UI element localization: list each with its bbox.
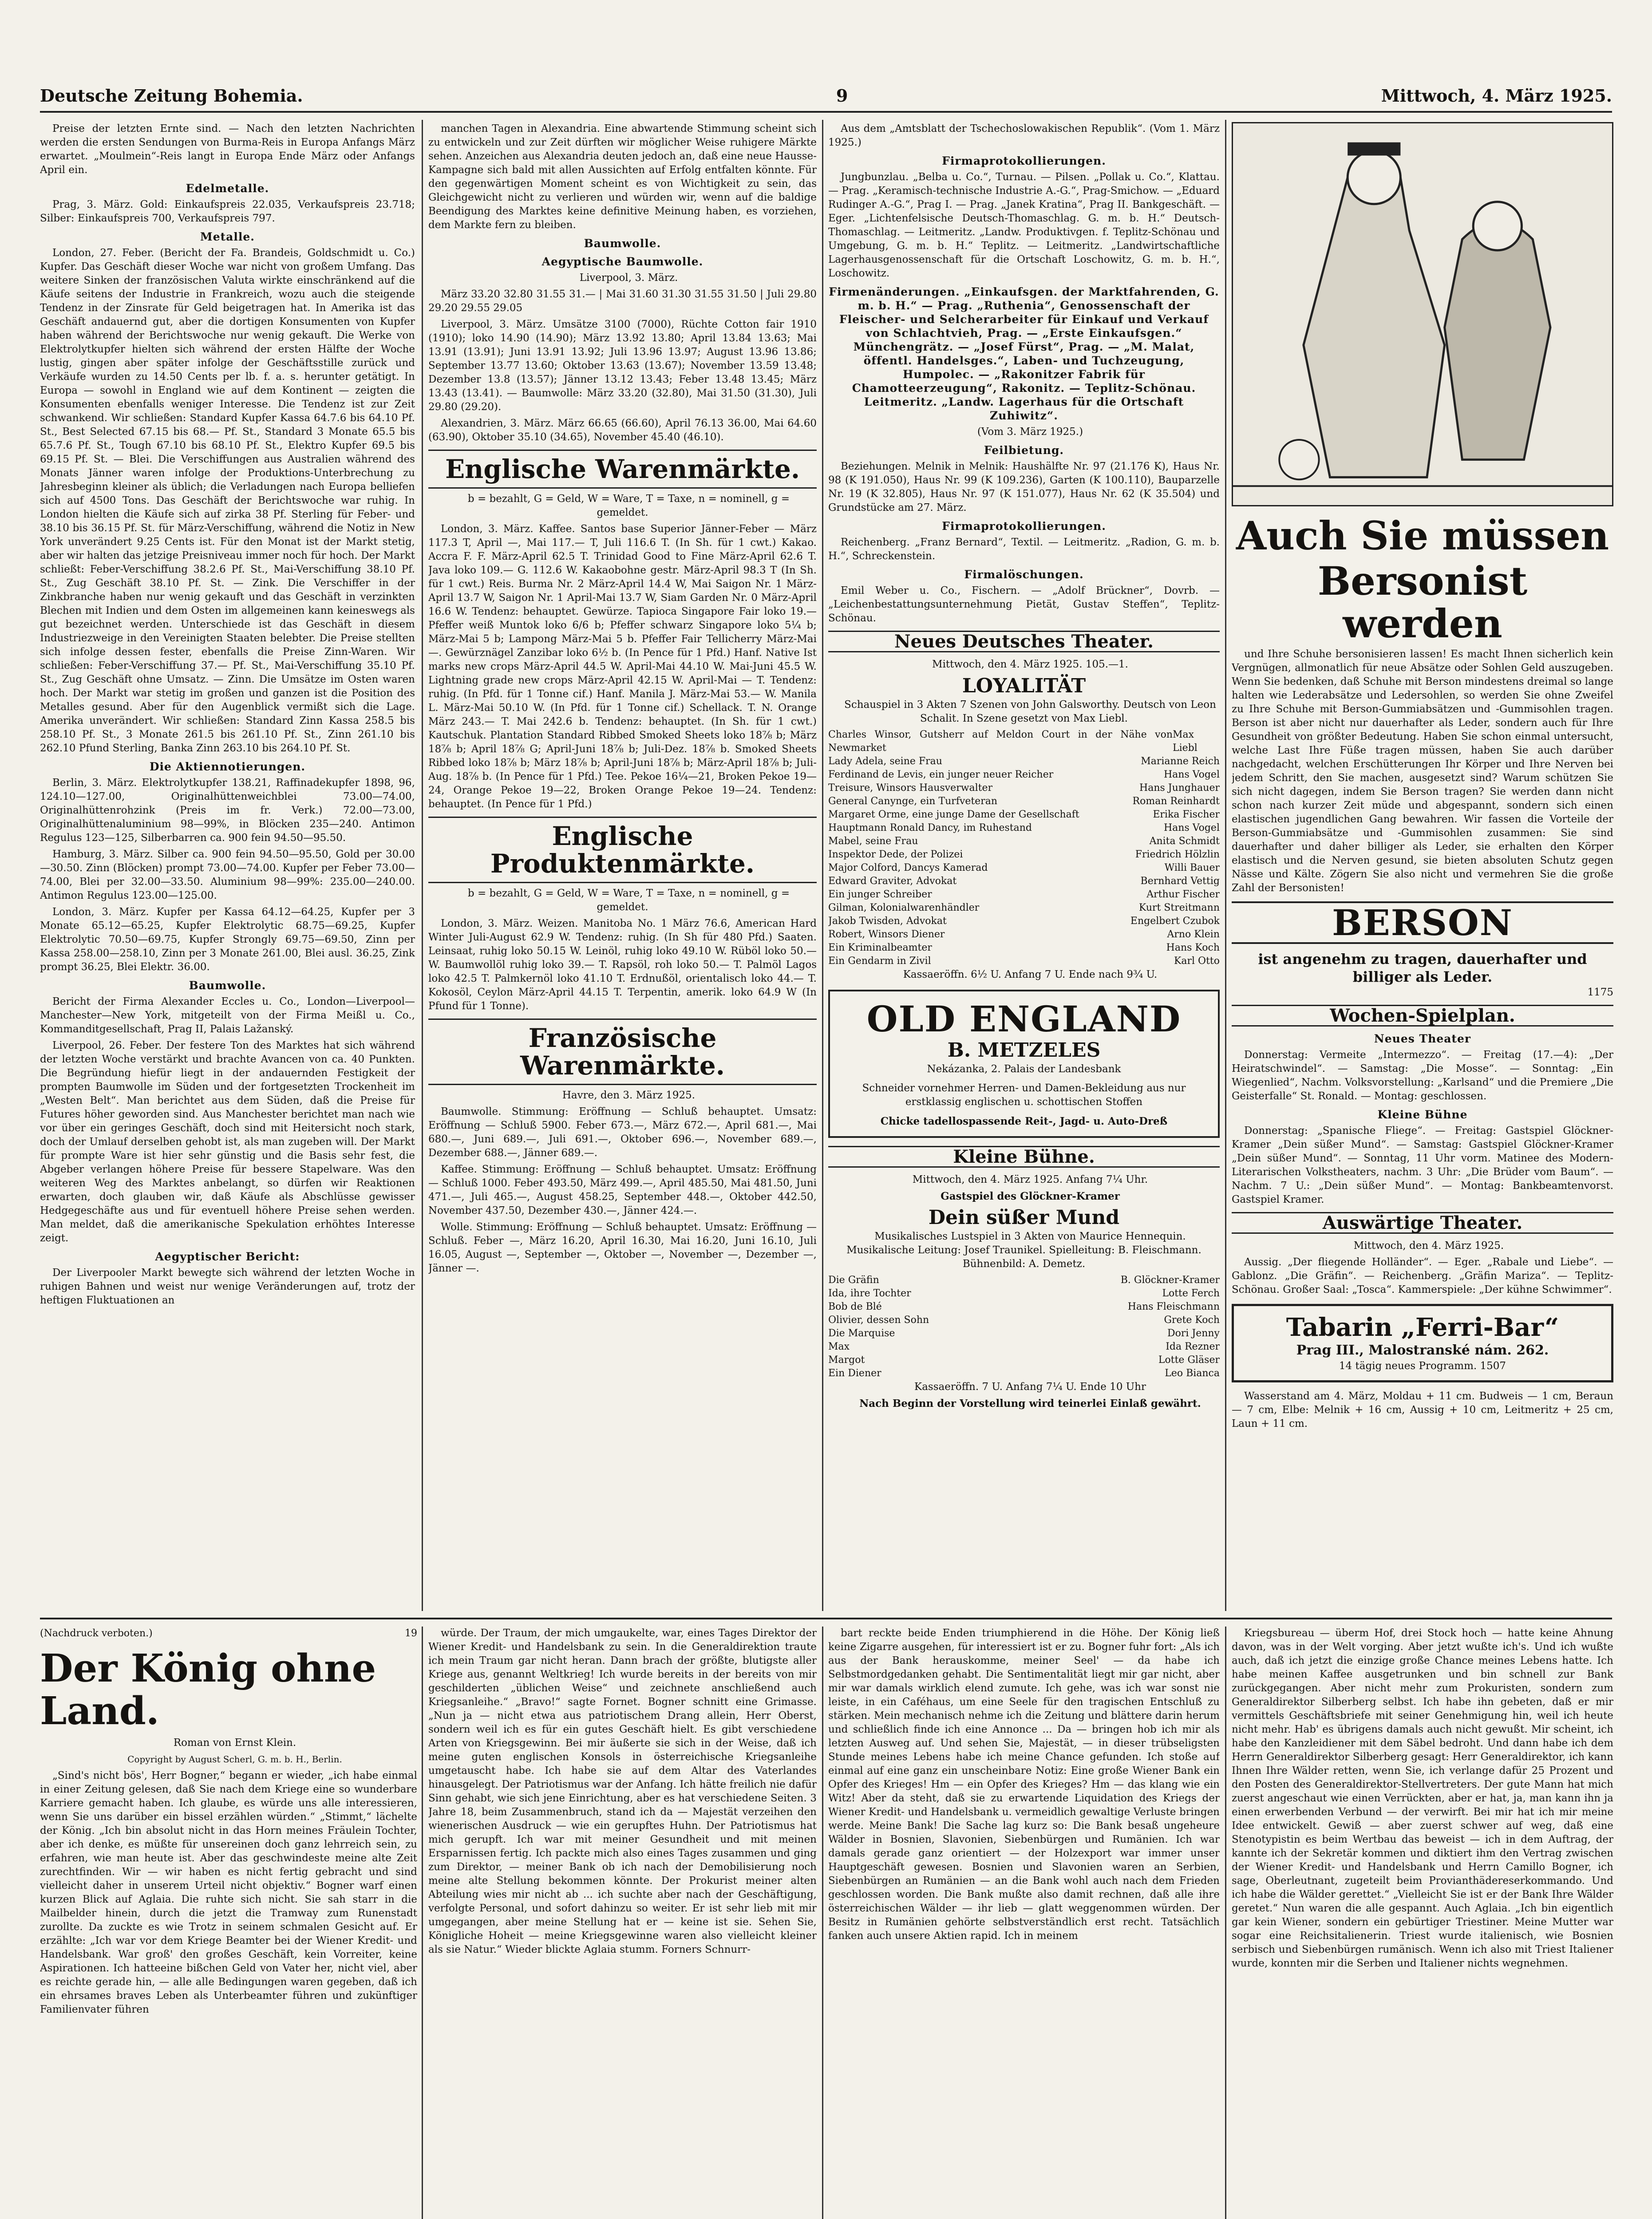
cast-actor: B. Glöckner-Kramer: [1120, 1275, 1220, 1286]
cast-actor: Marianne Reich: [1141, 756, 1220, 767]
firm-registrations-2: Reichenberg. „Franz Bernard“, Textil. — Leitmeritz. „Radion, G. m. b. H.“, Schreckenstein.: [828, 537, 1220, 562]
cast-row: [828, 821, 1220, 835]
cast-role: Olivier, dessen Sohn: [828, 1315, 929, 1326]
precious-metals-text: Prag, 3. März. Gold: Einkaufspreis 22.035, Verkaufspreis 23.718; Silber: Einkaufspreis 700, Verkaufspreis 797.: [40, 199, 415, 224]
cast-row: [828, 888, 1220, 901]
cast-role: General Canynge, ein Turfveteran: [828, 796, 998, 807]
cast-role: Charles Winsor, Gutsherr auf Meldon Court in der Nähe von Newmarket: [828, 729, 1173, 754]
new-theater-schedule: Donnerstag: Vermeite „Intermezzo“. — Freitag (17.—4): „Der Heiratschwindel“. — Samstag: „Die Mosse“. — Sonntag: „Ein Wiegenlied“, Nachm. Volksvorstellung: „Karlsand“ und die Premiere „Die Geisterfalle“ St. Ronald. — Montag: geschlossen.: [1232, 1049, 1613, 1102]
ad-body: Schneider vornehmer Herren- und Damen-Bekleidung aus nur erstklassig englischen u. schottischen Stoffen: [862, 1082, 1186, 1108]
novel-column-2: [428, 1627, 817, 2219]
column-markets-2: [428, 122, 817, 1613]
guest-performance: Gastspiel des Glöckner-Kramer: [941, 1190, 1120, 1202]
play-subtitle: Schauspiel in 3 Akten 7 Szenen von John Galsworthy. Deutsch von Leon Schalit. In Szene gesetzt von Max Liebl.: [844, 699, 1216, 724]
column-markets-1: [40, 122, 415, 1613]
tabarin-title: Tabarin „Ferri-Bar“: [1286, 1313, 1559, 1342]
new-theater-heading: Neues Theater: [1374, 1032, 1471, 1045]
cast-actor: Lotte Ferch: [1162, 1288, 1220, 1299]
french-cotton: Baumwolle. Stimmung: Eröffnung — Schluß behauptet. Umsatz: Eröffnung — Schluß 5900. Feber 673.—, März 672.—, April 681.—, Mai 680.—, Juni 689.—, Juli 691.—, Oktober 696.—, November 689.—, Dezember 688.—, Jänner 689.—.: [428, 1106, 817, 1159]
cast-row: [828, 782, 1220, 795]
cast-row: [828, 835, 1220, 848]
english-goods-text: London, 3. März. Kaffee. Santos base Superior Jänner-Feber — März 117.3 T, April —, Mai 117.— T, Juli 116.6 T. (In Sh. für 1 cwt.) Kakao. Accra F. F. März-April 62.5 T. Trinidad Good to Fine März-April 62.6 T. Java loko 109.— G. 112.6 W. Kakaobohne gestr. März-April 98.3 T (In Sh. für 1 cwt.) Reis. Burma Nr. 2 März-April 14.4 W, Mai Saigon Nr. 1 März-April 13.7 W, Saigon Nr. 1 April-Mai 13.7 W, Siam Garden Nr. 0 März-April 16.6 W. Tendenz: behauptet. Gewürze. Tapioca Singapore Fair loko 19.— Pfeffer weiß Muntok loko 6/6 b; Pfeffer schwarz Singapore loko 5¼ b; März-Mai 5 b; Lampong März-Mai 5 b. Pfeffer Fair Tellicherry März-Mai —. Gewürznägel Zanzibar loko 6½ b. (In Pence für 1 Pfd.) Hanf. Native Ist marks new crops März-April 44.5 W. April-Mai 44.10 W. Mai-Juni 45.5 W. Lightning grade new crops März-April 42.15 W. April-Mai — T. Tendenz: ruhig. (In Pfd. für 1 Tonne cif.) Hanf. Manila J. März-Mai 53.— W. Manila L. März-Mai 50.10 W. (In Pfd. für 1 Tonne cif.) Schellack. T. N. Orange März 243.— T. Mai 242.6 b. Tendenz: behauptet. (In Sh. für 1 cwt.) Kautschuk. Plantation Standard Ribbed Smoked Sheets loko 18⅞ b; März 18⅞ b; April 18⅞ G; April-Juni 18⅞ b; Juli-Dez. 18⅞ b. Smoked Sheets Ribbed loko 18⅞ b; März 18⅞ b; April-Juni 18⅞ b; März-April 18⅞ b; Juli-Aug. 18⅞ b. (In Pence für 1 Pfd.) Tee. Pekoe 16¼—21, Broken Pekoe 19—24, Orange Pekoe 19—22, Broken Orange Pekoe 19—24. Tendenz: behauptet. (In Pence für 1 Pfd.): [428, 523, 817, 810]
cast-actor: Grete Koch: [1164, 1315, 1220, 1326]
liverpool-dateline: Liverpool, 3. März.: [579, 272, 678, 284]
header-rule: [40, 111, 1612, 113]
cast-row: [828, 728, 1220, 755]
small-stage-cast: [828, 1274, 1220, 1380]
cast-role: Lady Adela, seine Frau: [828, 756, 942, 767]
cotton-heading: Baumwolle.: [189, 979, 266, 992]
cotton-source: Bericht der Firma Alexander Eccles u. Co., London—Liverpool—Manchester—New York, mitgeteilt von der Firma Meißl u. Co., Kommanditgesellschaft, Prag II, Palais Lažanský.: [40, 996, 415, 1035]
metals-heading: Metalle.: [200, 230, 255, 243]
section-rule: [40, 1618, 1612, 1619]
tabarin-ad: [1232, 1304, 1613, 1382]
cast-role: Major Colford, Dancys Kamerad: [828, 862, 988, 873]
cast-actor: Leo Bianca: [1165, 1368, 1220, 1379]
cast-row: [828, 848, 1220, 861]
egypt-report-cont: manchen Tagen in Alexandria. Eine abwartende Stimmung scheint sich zu entwickeln und zur Zeit dürften wir möglicher Weise ruhigere Märkte sehen. Anzeichen aus Alexandria deuten jedoch an, daß eine neue Hausse-Kampagne sich bald mit allen Aussichten auf Erfolg entfalten könnte. Für den gegenwärtigen Moment scheint es von Wichtigkeit zu sein, das Gleichgewicht nicht zu verlieren und würden wir, wenn auf die baldige Beendigung des Marktes keine definitive Meinung haben, es vorziehen, dem Markte fern zu bleiben.: [428, 123, 817, 231]
novel-header: [40, 1627, 417, 1640]
cotton-notes: Liverpool, 3. März. Umsätze 3100 (7000), Rüchte Cotton fair 1910 (1910); loko 14.90 (14.90); März 13.92 13.80; April 13.84 13.63; Mai 13.91 (13.91); Juni 13.91 13.92; Juli 13.96 13.97; August 13.96 13.86; September 13.77 13.60; Oktober 13.63 (13.67); November 13.59 13.48; Dezember 13.8 (13.57); Jänner 13.12 13.43; Feber 13.48 13.45; März 13.43 (13.41). — Baumwolle: März 33.20 (32.80), Mai 31.50 (31.30), Juli 29.80 (29.20).: [428, 319, 817, 413]
cast-actor: Arno Klein: [1167, 929, 1220, 940]
old-england-ad: [828, 990, 1220, 1138]
page-number: 9: [836, 86, 848, 106]
cast-actor: Bernhard Vettig: [1140, 876, 1220, 887]
cast-actor: Anita Schmidt: [1149, 836, 1220, 847]
rice-report: Preise der letzten Ernte sind. — Nach den letzten Nachrichten werden die ersten Sendungen von Burma-Reis in Europa Anfangs März erwartet. „Moulmein“-Reis langt in Europa Ende März oder Anfangs April ein.: [40, 123, 415, 176]
column-rule: [422, 120, 423, 1611]
firm-deletions: Emil Weber u. Co., Fischern. — „Adolf Brückner“, Dovrb. — „Leichenbestattungsunternehmung Pietät, Gustav Steffen“, Teplitz-Schönau.: [828, 585, 1220, 624]
alexandria-quotes: Alexandrien, 3. März. März 66.65 (66.60), April 76.13 36.00, Mai 64.60 (63.90), Oktober 35.10 (34.65), November 45.40 (46.10).: [428, 418, 817, 443]
play-title: LOYALITÄT: [962, 675, 1086, 697]
cast-role: Mabel, seine Frau: [828, 836, 918, 847]
cartoon-drawing-icon: [1233, 123, 1612, 505]
cast-row: [828, 901, 1220, 915]
column-rule: [1225, 120, 1226, 1611]
advert-illustration: [1232, 122, 1613, 506]
external-theater-date: Mittwoch, den 4. März 1925.: [1353, 1240, 1504, 1252]
column-rule: [822, 1627, 823, 2219]
cast-row: [828, 1287, 1220, 1300]
cast-role: Hauptmann Ronald Dancy, im Ruhestand: [828, 822, 1032, 833]
cast-row: [828, 861, 1220, 875]
novel-column-1: [40, 1627, 417, 2219]
cast-row: [828, 768, 1220, 782]
egypt-cotton-heading: Aegyptische Baumwolle.: [541, 255, 703, 268]
small-stage-schedule: Donnerstag: „Spanische Fliege“. — Freitag: Gastspiel Glöckner-Kramer „Dein süßer Mund“. — Samstag: Gastspiel Glöckner-Kramer „Dein süßer Mund“. — Sonntag, 11 Uhr vorm. Matinee des Modern-Literarischen Volkstheaters, nachm. 3 Uhr: „Die Brüder vom Baum“. — Nachm. 7 U.: „Dein süßer Mund“. — Montag: Bankbeamtenvorst. Gastspiel Kramer.: [1232, 1125, 1613, 1205]
cast-role: Inspektor Dede, der Polizei: [828, 849, 963, 860]
cast-role: Ein junger Schreiber: [828, 889, 932, 900]
ad-footer: Chicke tadellospassende Reit-, Jagd- u. Auto-Dreß: [880, 1115, 1168, 1127]
small-stage-date: Mittwoch, den 4. März 1925. Anfang 7¼ Uhr.: [912, 1174, 1148, 1185]
novel-subtitle: Roman von Ernst Klein.: [173, 1737, 296, 1749]
cotton-heading-2: Baumwolle.: [584, 237, 661, 250]
cast-role: Gilman, Kolonialwarenhändler: [828, 902, 980, 913]
cast-row: [828, 1300, 1220, 1314]
cast-row: [828, 1340, 1220, 1354]
ad-tailor-name: B. METZELES: [947, 1039, 1101, 1062]
cast-actor: Friedrich Hölzlin: [1135, 849, 1220, 860]
berson-slogan: ist angenehm zu tragen, dauerhafter und billiger als Leder.: [1258, 951, 1587, 985]
metals-text: London, 27. Feber. (Bericht der Fa. Brandeis, Goldschmidt u. Co.) Kupfer. Das Geschäft dieser Woche war nicht von großem Umfang. Das weitere Sinken der französischen Valuta wirkte einschränkend auf die Käufe seitens der Industrie in Frankreich, wozu auch die steigende Tendenz in der Zinsrate für Geld beigetragen hat. In Amerika ist das Geschäft andauernd gut, aber die dortigen Konsumenten von Kupfer haben während der Berichtswoche nur wenig gekauft. Die Werke von Elektrolytkupfer hielten sich während der ersten Hälfte der Woche lustig, gingen aber später infolge der Geschäftsstille zurück und Verkäufe wurden zu 14.50 Cents per lb. f. a. s. herunter getätigt. In Europa — sowohl in England wie auf dem Kontinent — zeigten die Konsumenten ebenfalls weniger Interesse. Die Tendenz ist zur Zeit schwankend. Wir schließen: Standard Kupfer Kassa 64.7.6 bis 64.10 Pf. St., Best Selected 67.15 bis 68.— Pf. St., Standard 3 Monate 65.5 bis 65.7.6 Pf. St., Tough 67.10 bis 68.10 Pf. St., Elektro Kupfer 69.5 bis 69.15 Pf. St. — Blei. Die Verschiffungen aus Australien während des Monats Jänner waren infolge der Produktions-Unterbrechung zu Jahresbeginn kleiner als üblich; die Verladungen nach Europa belliefen sich auf 4500 Tons. Das Geschäft der Berichtswoche war ruhig. In London hielten die Käufe sich auf zirka 38 Pf. Sterling für Feber- und 38.10 bis 36.15 Pf. St. für März-Verschiffung, während die Notiz in New York unverändert 9.25 Cents ist. Für den Monat ist der Markt stetig, aber wir halten das jetzige Preisniveau immer noch für hoch. Der Markt schließt: Feber-Verschiffung 38.2.6 Pf. St., Mai-Verschiffung 38.10 Pf. St., Zug Geschäft 38.10 Pf. St. — Zink. Die Verschiffer in der Zinkbranche haben nur wenig gekauft und das Geschäft in verzinkten Blechen mit Indien und dem Osten im allgemeinen kann keineswegs als gut bezeichnet werden. Unterschiede ist das Geschäft in diesem Industriezweige in den Vereinigten Staaten belebter. Die Preise stellten sich infolge dessen fester, ebenfalls die Preise Zinn-Waren. Wir schließen: Feber-Verschiffung 37.— Pf. St., Mai-Verschiffung 35.10 Pf. St., Zug Geschäft ohne Umsatz. — Zinn. Die Umsätze im Osten waren hoch. Der Markt war stetig im großen und ganzen ist die Position des Metalles gesund. Aber für den Augenblick vermißt sich die Lage. Amerika unverändert. Wir schließen: Standard Zinn Kassa 258.5 bis 258.10 Pf. St., 3 Monate 261.5 bis 261.10 Pf. St., Zinn 261.10 bis 262.10 Pfund Sterling, Banka Zinn 263.10 bis 264.10 Pf. St.: [40, 247, 415, 754]
firm-changes-heading: Firmenänderungen. „Einkaufsgen. der Marktfahrenden, G. m. b. H.“ — Prag. „Ruthenia“, Genossenschaft der Fleischer- und Selcherarbeiter für Einkauf und Verkauf von Schlachtvieh, Prag. — „Erste Einkaufsgen.“ Münchengrätz. — „Josef Fürst“, Prag. — „M. Malat, öffentl. Handelsges.“, Laben- und Tuchzeugung, Humpolec. — „Rakonitzer Fabrik für Chamotteerzeugung“, Rakonitz. — Teplitz-Schönau. Leitmeritz. „Landw. Lagerhaus für die Ortschaft Zuhiwitz“.: [829, 285, 1219, 422]
header-date: Mittwoch, 4. März 1925.: [1381, 86, 1612, 106]
cast-actor: Hans Vogel: [1163, 822, 1220, 833]
admission-note: Nach Beginn der Vorstellung wird teinerlei Einlaß gewährt.: [859, 1398, 1201, 1410]
berlin-quotes: Berlin, 3. März. Elektrolytkupfer 138.21, Raffinadekupfer 1898, 96, 124.10—127.00, Originalhüttenweichblei 73.00—74.00, Originalhüttenrohzink (Preis im fr. Verk.) 72.00—73.00, Originalhüttenaluminium 98—99%, in Blöcken 235—240. Antimon Regulus 123—125, Silberbarren ca. 900 fein 94.50—95.50.: [40, 777, 415, 844]
water-level: Wasserstand am 4. März, Moldau + 11 cm. Budweis — 1 cm, Beraun — 7 cm, Elbe: Melnik + 16 cm, Aussig + 10 cm, Leitmeritz + 25 cm, Laun + 11 cm.: [1232, 1390, 1613, 1429]
berson-ad-text: und Ihre Schuhe bersonisieren lassen! Es macht Ihnen sicherlich kein Vergnügen, allmonatlich für neue Absätze oder Sohlen Geld auszugeben. Wenn Sie bedenken, daß Schuhe mit Berson mindestens dreimal so lange halten wie Lederabsätze und Ledersohlen, so werden Sie ohne Zweifel zu Ihre Schuhe mit Berson-Gummiabsätzen und -Gummisohlen tragen. Berson ist aber nicht nur dauerhafter als Leder, sondern auch für Ihre Gesundheit von größter Bedeutung. Haben Sie schon einmal untersucht, welche Last Ihre Füße tragen müssen, haben Sie auch darüber nachgedacht, welchen Erschütterungen Ihr Körper und Ihre Nerven bei jedem Schritt, den Sie machen, ausgesetzt sind? Warum schützen Sie sich nicht dagegen, indem Sie Berson tragen? Sie werden dann nicht schon nach kurzer Zeit müde und abgespannt, sondern sich einen elastischen jugendlichen Gang bewahren. Wir fassen die Vorteile der Berson-Gummiabsätze und -Gummisohlen zusammen: Sie sind dauerhafter und daher billiger als Leder, sie erhalten den Körper elastisch und die Nerven gesund, sie bieten absoluten Schutz gegen Nässe und Kälte. Zögern Sie also nicht und vermehren Sie die große Zahl der Bersonisten!: [1232, 648, 1613, 894]
cast-actor: Willi Bauer: [1164, 862, 1220, 873]
cast-actor: Hans Fleischmann: [1127, 1301, 1220, 1312]
cast-row: [828, 928, 1220, 941]
liverpool-report: Liverpool, 26. Feber. Der festere Ton des Marktes hat sich während der letzten Woche verstärkt und brachte Avancen von ca. 40 Punkten. Die Begründung hiefür liegt in der andauernden Festigkeit der prompten Baumwolle im Süden und der fortgesetzten Trockenheit im „Westen Belt“. Man berichtet aus dem Süden, daß die Preise für Futures höher geworden sind. Aus Manchester berichtet man nach wie vor über ein geringes Geschäft, doch sind mit Heitersicht noch stark, doch der Umlauf derselben gehobt ist, als man zugeben will. Der Markt für prompte Ware ist hier sehr günstig und die Basis sehr fest, die Abgeber verlangen höhere Preise für bessere Stapelware. Was den weiteren Weg des Marktes anbelangt, so dürfen wir Reaktionen erwarten, doch glauben wir, daß Käufe als Abschlüsse gewisser Hedgegeschäfte aus und für eventuell höhere Preise sehen werden. Man meldet, daß die amerikanische Spekulation erhöhtes Interesse zeigt.: [40, 1040, 415, 1244]
auction-heading: Feilbietung.: [984, 444, 1064, 457]
cast-actor: Ida Rezner: [1166, 1341, 1220, 1352]
french-wool: Wolle. Stimmung: Eröffnung — Schluß behauptet. Umsatz: Eröffnung — Schluß. Feber —, März 16.20, April 16.30, Mai 16.20, Juni 16.10, Juli 16.05, August —, September —, Oktober —, November —, Dezember —, Jänner —.: [428, 1221, 817, 1274]
cast-role: Treisure, Winsors Hausverwalter: [828, 782, 993, 794]
precious-metals-heading: Edelmetalle.: [186, 182, 269, 195]
cast-actor: Hans Koch: [1166, 942, 1220, 953]
berson-headline-2: Bersonist werden: [1317, 558, 1528, 647]
cast-role: Ein Kriminalbeamter: [828, 942, 932, 953]
ad-address: Nekázanka, 2. Palais der Landesbank: [927, 1063, 1121, 1075]
gazette-line: Aus dem „Amtsblatt der Tschechoslowakischen Republik“. (Vom 1. März 1925.): [828, 123, 1220, 148]
novel-text-1: „Sind's nicht bös', Herr Bogner,“ begann er wieder, „ich habe einmal in einer Zeitung gelesen, daß Sie nach dem Kriege eine so wunderbare Karriere gemacht haben. Ich glaube, es würde uns alle interessieren, wenn Sie uns darüber ein bissel erzählen würden.“ „Stimmt,“ lächelte der König. „Ich bin absolut nicht in das Horn meines Fräulein Tochter, aber ich denke, es müßte für unsereinen doch ganz lehrreich sein, zu erfahren, wie man heute ist. Aber das geschwindeste meine alte Zeit zurechtfinden. Wir — wir haben es nicht fertig gebracht und sind vielleicht daher in unserem Urteil nicht objektiv.“ Bogner warf einen kurzen Blick auf Aglaia. Die ruhte sich nicht. Sie sah starr in die Mailbelder hinein, durch die jetzt die Tramway zum Runenstadt zurollte. Da zuckte es wie Trotz in seinem schmalen Gesicht auf. Er erzählte: „Ich war vor dem Kriege Beamter bei der Wiener Kredit- und Handelsbank. War groß' den großes Geschäft, kein Vorreiter, keine Aspirationen. Ich hatteeine bißchen Geld von Vater her, nicht viel, aber es reichte gerade hin, — alle alle Bedingungen waren gegeben, daß ich ein ehrsames braves Leben als Unterbeamter führen und zukünftiger Familienvater führen: [40, 1770, 417, 2015]
cast-list: [828, 728, 1220, 968]
gazette-date: (Vom 3. März 1925.): [977, 426, 1083, 438]
cast-row: [828, 1367, 1220, 1380]
firm-registrations-heading: Firmaprotokollierungen.: [942, 154, 1106, 167]
berson-headline-1: Auch Sie müssen: [1236, 513, 1609, 559]
london-quotes: London, 3. März. Kupfer per Kassa 64.12—64.25, Kupfer per 3 Monate 65.12—65.25, Kupfer Elektrolytic 68.75—69.25, Kupfer Elektrolytic 70.50—69.75, Kupfer Strongly 69.75—69.50, Zinn per Kassa 258.00—258.10, Zinn per 3 Monate 261.00, Blei ausl. 36.25, Zink prompt 36.25, Blei Elektr. 36.00.: [40, 906, 415, 973]
cast-role: Margaret Orme, eine junge Dame der Gesellschaft: [828, 809, 1079, 820]
cast-actor: Dori Jenny: [1167, 1328, 1220, 1339]
cast-actor: Roman Reinhardt: [1132, 796, 1220, 807]
english-goods-legend: b = bezahlt, G = Geld, W = Ware, T = Taxe, n = nominell, g = gemeldet.: [467, 493, 790, 518]
theater-date: Mittwoch, den 4. März 1925. 105.—1.: [932, 659, 1128, 670]
small-stage-play-title: Dein süßer Mund: [928, 1206, 1120, 1229]
cast-row: [828, 875, 1220, 888]
cast-row: [828, 1354, 1220, 1367]
tabarin-address: Prag III., Malostranské nám. 262.: [1296, 1342, 1549, 1358]
cast-role: Max: [828, 1341, 850, 1352]
cast-role: Ein Gendarm in Zivil: [828, 956, 931, 967]
cast-row: [828, 1314, 1220, 1327]
firm-deletions-heading: Firmalöschungen.: [964, 568, 1084, 581]
box-office-times: Kassaeröffn. 6½ U. Anfang 7 U. Ende nach 9¾ U.: [903, 969, 1158, 980]
english-goods-heading: Englische Warenmärkte.: [428, 450, 817, 489]
cast-actor: Kurt Streitmann: [1138, 902, 1220, 913]
cast-role: Die Gräfin: [828, 1275, 879, 1286]
small-stage-heading-2: Kleine Bühne: [1377, 1108, 1468, 1121]
page-header: [40, 79, 1612, 106]
berson-logo: BERSON: [1232, 901, 1613, 944]
cast-role: Jakob Twisden, Advokat: [828, 916, 947, 927]
cotton-table: März 33.20 32.80 31.55 31.— | Mai 31.60 31.30 31.55 31.50 | Juli 29.80 29.20 29.55 29.05: [428, 288, 817, 314]
novel-copyright: Copyright by August Scherl, G. m. b. H., Berlin.: [127, 1754, 342, 1765]
quotations-heading: Die Aktiennotierungen.: [149, 760, 306, 773]
cast-row: [828, 1327, 1220, 1340]
column-rule: [422, 1627, 423, 2219]
cast-actor: Engelbert Czubok: [1130, 916, 1220, 927]
cast-row: [828, 915, 1220, 928]
cast-actor: Hans Junghauer: [1139, 782, 1220, 794]
cast-role: Edward Graviter, Advokat: [828, 876, 957, 887]
french-dateline: Havre, den 3. März 1925.: [562, 1090, 696, 1101]
cast-role: Robert, Winsors Diener: [828, 929, 945, 940]
cast-row: [828, 955, 1220, 968]
paper-name: Deutsche Zeitung Bohemia.: [40, 86, 303, 106]
weekly-schedule-heading: Wochen-Spielplan.: [1232, 1005, 1613, 1027]
column-ads: [1232, 122, 1613, 1613]
cast-role: Ein Diener: [828, 1368, 881, 1379]
cast-row: [828, 795, 1220, 808]
firm-registrations-heading-2: Firmaprotokollierungen.: [942, 520, 1106, 533]
egypt-heading: Aegyptischer Bericht:: [155, 1250, 300, 1263]
english-produce-legend: b = bezahlt, G = Geld, W = Ware, T = Taxe, n = nominell, g = gemeldet.: [467, 888, 790, 913]
cast-actor: Max Liebl: [1172, 729, 1198, 754]
novel-title: Der König ohne Land.: [40, 1646, 376, 1733]
cast-actor: Erika Fischer: [1153, 809, 1220, 820]
small-stage-times: Kassaeröffn. 7 U. Anfang 7¼ U. Ende 10 Uhr: [914, 1381, 1146, 1393]
berson-ad-code: 1175: [1587, 987, 1613, 998]
cast-role: Ida, ihre Tochter: [828, 1288, 911, 1299]
novel-column-3: [828, 1627, 1220, 2219]
tabarin-footer: 14 tägig neues Programm. 1507: [1339, 1360, 1506, 1372]
cast-actor: Lotte Gläser: [1158, 1354, 1220, 1366]
english-produce-heading: Englische Produktenmärkte.: [428, 817, 817, 883]
column-rule: [1225, 1627, 1226, 2219]
small-stage-heading: Kleine Bühne.: [828, 1146, 1220, 1168]
cast-role: Die Marquise: [828, 1328, 895, 1339]
reprint-notice: (Nachdruck verboten.): [40, 1628, 153, 1639]
novel-column-4: [1232, 1627, 1613, 2219]
ad-title: OLD ENGLAND: [866, 998, 1182, 1040]
egypt-report: Der Liverpooler Markt bewegte sich während der letzten Woche in ruhigen Bahnen und weist nur wenige Veränderungen auf, trotz der heftigen Fluktuationen an: [40, 1267, 415, 1306]
column-notices: [828, 122, 1220, 1613]
cast-role: Bob de Blé: [828, 1301, 882, 1312]
external-theater-heading: Auswärtige Theater.: [1232, 1212, 1613, 1234]
cast-actor: Hans Vogel: [1163, 769, 1220, 780]
english-produce-text: London, 3. März. Weizen. Manitoba No. 1 März 76.6, American Hard Winter Juli-August 62.9 W. Tendenz: ruhig. (In Sh für 480 Pfd.) Saaten. Leinsaat, ruhig loko 50.15 W. Leinöl, ruhig loko 49.10 W. Rüböl loko 50.— W. Baumwollöl ruhig loko 39.— T. Rapsöl, roh loko 50.— T. Palmöl Lagos loko 42.5 T. Palmkernöl loko 41.10 T. Erdnußöl, orientalisch loko 44.— T. Kokosöl, Ceylon März-April 44.15 T. Terpentin, amerik. loko 64.9 W (In Pfund für 1 Tonne).: [428, 918, 817, 1012]
novel-text-2: würde. Der Traum, der mich umgaukelte, war, eines Tages Direktor der Wiener Kredit- und Handelsbank zu sein. In die Generaldirektion traute ich mein Traum gar nicht heran. Dann brach der größte, blutigste aller Kriege aus, genannt Weltkrieg! Ich wurde bereits in der bereits von mir geschilderten „üblichen Weise“ und zeichnete anschließend auch Kriegsanleihe.“ „Bravo!“ sagte Fornet. Bogner schnitt eine Grimasse. „Nun ja — nicht etwa aus patriotischem Drang allein, Herr Oberst, sondern weil ich es für ein gutes Geschäft hielt. Es gibt verschiedene Arten von Kriegsgewinn. Bei mir äußerte sie sich in der Weise, daß ich meine guten englischen Konsols in österreichische Kriegsanleihe umgetauscht habe. Ich habe sie auf dem Altar des Vaterlandes hinausgelegt. Der Patriotismus war der Anfang. Ich hätte freilich nie dafür Sinn gehabt, wie sich jene Einrichtung, aber es hat verschiedene Seiten. 3 Jahre 18, beim Zusammenbruch, stand ich da — Majestät verzeihen den wienerischen Ausdruck — wie ein gerupftes Huhn. Der Patriotismus hat mich gerupft. Ich war mit meiner Gesundheit und mit meinen Ersparnissen fertig. Ich packte mich also eines Tages zusammen und ging zum Direktor, — meiner Bank ob ich nach der Demobilisierung noch meine alte Stellung bekommen könnte. Der Prokurist meiner alten Abteilung wies mir nicht ab ... ich suchte aber nach der Geschäftigung, verfolgte Personal, und sofort dahinzu so weiter. Er ist sehr lieb mit mir umgegangen, aber meine Stellung hat er — keine ist sie. Sehen Sie, Königliche Hoheit — meine Kriegsgewinne waren also vielleicht kleiner als sie Natur.“ Wieder blickte Aglaia stumm. Forners Schnurr-: [428, 1627, 817, 1955]
cast-row: [828, 941, 1220, 955]
cast-row: [828, 808, 1220, 821]
hamburg-quotes: Hamburg, 3. März. Silber ca. 900 fein 94.50—95.50, Gold per 30.00—30.50. Zinn (Blöcken) prompt 73.00—74.00. Kupfer per Feber 73.00—74.00, Blei per 32.00—33.50. Aluminium 98—99%: 235.00—240.00. Antimon Regulus 123.00—125.00.: [40, 849, 415, 901]
cast-row: [828, 755, 1220, 768]
cast-actor: Karl Otto: [1174, 956, 1220, 967]
small-stage-subtitle: Musikalisches Lustspiel in 3 Akten von Maurice Hennequin. Musikalische Leitung: Josef Traunikel. Spielleitung: B. Fleischmann. Bühnenbild: A. Demetz.: [846, 1231, 1201, 1270]
theater-heading: Neues Deutsches Theater.: [828, 631, 1220, 652]
french-coffee: Kaffee. Stimmung: Eröffnung — Schluß behauptet. Umsatz: Eröffnung — Schluß 1000. Feber 493.50, März 499.—, April 485.50, Mai 481.50, Juni 471.—, Juli 465.—, August 458.25, September 448.—, Oktober 442.50, November 437.50, Dezember 430.—, Jänner 424.—.: [428, 1164, 817, 1216]
firm-registrations: Jungbunzlau. „Belba u. Co.“, Turnau. — Pilsen. „Pollak u. Co.“, Klattau. — Prag. „Keramisch-technische Industrie A.-G.“, Prag-Smichow. — „Eduard Rudinger A.-G.“, Prag I. — Prag. „Janek Kratina“, Prag II. Bankgeschäft. — Eger. „Lichtenfelsische Deutsch-Thomaschlag. G. m. b. H.“ Deutsch-Thomaschlag. — Leitmeritz. „Landw. Produktivgen. f. Teplitz-Schönau und Umgebung, G. m. b. H.“ Teplitz. — Leitmeritz. „Landwirtschaftliche Lagerhausgenossenschaft für die Ortschaft Loschowitz, G. m. b. H.“, Loschowitz.: [828, 171, 1220, 279]
cast-row: [828, 1274, 1220, 1287]
cast-role: Ferdinand de Levis, ein junger neuer Reicher: [828, 769, 1054, 780]
novel-text-4: Kriegsbureau — überm Hof, drei Stock hoch — hatte keine Ahnung davon, was in der Welt vorging. Aber jetzt wußte ich's. Und ich wußte auch, daß ich jetzt die einzige große Chance meines Lebens hatte. Ich habe meinen Kaffee ausgetrunken und bin schnell zur Bank zurückgegangen. Aber nicht mehr zum Prokuristen, sondern zum Generaldirektor Silberberg selbst. Ich habe ihn gebeten, daß er mir vermittels Geschäftsbriefe mit seiner Genehmigung hin, weil ich heute nicht mehr. Hab' es übrigens damals auch nicht gewußt. Mir scheint, ich habe den Kanzleidiener mit dem Säbel bedroht. Und dann habe ich dem Herrn Generaldirektor Silberberg gesagt: Herr Generaldirektor, ich kann Ihnen Ihre Wälder retten, wenn Sie, ich verlange dafür 25 Prozent und den Posten des Generaldirektor-Stellvertreters. Der gute Mann hat mich zuerst angeschaut wie einen Verrückten, aber er hat, ja, man kann ihn ja einen erwerbenden Verbund — der verwirft. Bei mir hat ich mir meine Idee entwickelt. Gewiß — aber zuerst schwer auf weg, daß eine Stenotypistin es beim Wertbau das beweist — ich in dem Auftrag, der kannte ich der Sekretär kommen und diktiert ihm den Vertrag zwischen der Wiener Kredit- und Handelsbank und Herrn Camillo Bogner, ich sage, Oberleutnant, zugeteilt beim Provianthädereserkommando. Und ich habe die Wälder gerettet.“ „Vielleicht Sie ist er der Bank Ihre Wälder geretet.“ Nun waren die alle gespannt. Auch Aglaia. „Ich bin eigentlich gar kein Wiener, sondern ein gebürtiger Triestiner. Meine Mutter war sogar eine Reichsitalienerin. Triest wurde italienisch, wie Bosnien serbisch und Siebenbürgen rumänisch. Wenn ich also mit Triest Italiener wurde, konnten mir die Serben und Italiener nichts wegnehmen.: [1232, 1627, 1613, 1969]
novel-text-3: bart reckte beide Enden triumphierend in die Höhe. Der König ließ keine Zigarre ausgehen, für interessiert ist er zu. Bogner fuhr fort: „Als ich aus der Bank herauskomme, meiner Seel' — da habe ich Selbstmordgedanken gehabt. Die Sentimentalität liegt mir gar nicht, aber mir war damals wirklich elend zumute. Ich gehe, was ich war sonst nie leiste, in ein Caféhaus, um eine Seele für den tragischen Entschluß zu stärken. Mein mechanisch nehme ich die Zeitung und blättere darin herum und schließlich finde ich eine Annonce ... Da — bringen hob ich mir als letzten Ausweg auf. Und sehen Sie, Majestät, — in dieser trübseligsten Stunde meines Lebens habe ich meine Chance gefunden. Ich stoße auf einmal auf eine ganz ein unscheinbare Notiz: Eine große Wiener Bank ein Opfer des Krieges! Hm — ein Opfer des Krieges? Hm — das klang wie ein Witz! Aber da steht, daß sie zu erwartende Liquidation des Kriegs der Wiener Kredit- und Handelsbank u. vermeidlich gewaltige Verluste bringen werde. Meine Bank! Die Sache lag kurz so: Die Bank besaß ungeheure Wälder in Bosnien, Slavonien, Siebenbürgen und Rumänien. Ich war damals gerade ganz orientiert — der Holzexport war immer unser Hauptgeschäft gewesen. Bosnien und Slavonien waren an Serbien, Siebenbürgen an Rumänien — an die Bank wohl auch nach dem Frieden geschlossen worden. Die Bank mußte also damit rechnen, daß alle ihre österreichischen Wälder — ihr lieb — glatt weggenommen würden. Der Besitz in Rumänien gehörte selbstverständlich erst recht. Tatsächlich fanken auch unsere Aktien rapid. Ich in meinem: [828, 1627, 1220, 1942]
french-goods-heading: Französische Warenmärkte.: [428, 1019, 817, 1085]
column-rule: [822, 120, 823, 1611]
auction-text: Beziehungen. Melnik in Melnik: Haushälfte Nr. 97 (21.176 K), Haus Nr. 98 (K 191.050), Haus Nr. 99 (K 109.236), Garten (K 100.110), Bauparzelle Nr. 19 (K 32.805), Haus Nr. 97 (K 151.077), Haus Nr. 62 (K 35.504) und Grundstücke am 27. März.: [828, 461, 1220, 513]
external-theater-list: Aussig. „Der fliegende Holländer“. — Eger. „Rabale und Liebe“. — Gablonz. „Die Gräfin“. — Reichenberg. „Gräfin Mariza“. — Teplitz-Schönau. Großer Saal: „Tosca“. Kammerspiele: „Der kühne Schwimmer“.: [1232, 1256, 1613, 1295]
cast-actor: Arthur Fischer: [1146, 889, 1220, 900]
cast-role: Margot: [828, 1354, 865, 1366]
episode-number: 19: [405, 1628, 417, 1639]
